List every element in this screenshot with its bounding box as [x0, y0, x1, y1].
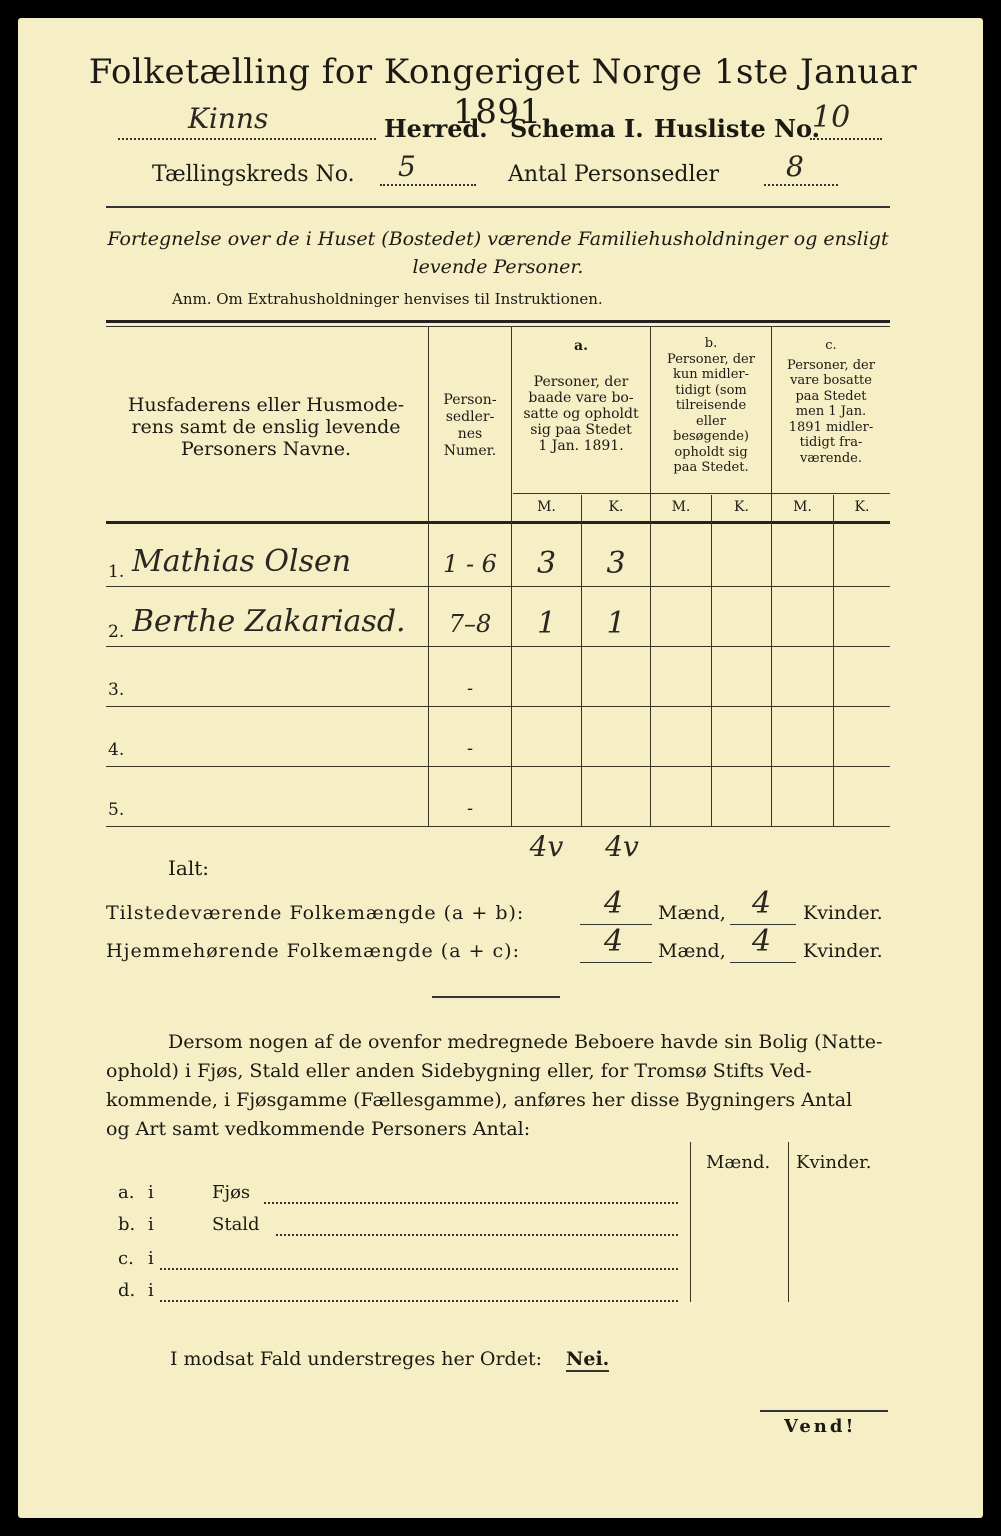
col-c-line6: tidigt fra-: [799, 435, 863, 450]
buildings-paragraph: [106, 1028, 896, 1144]
bld-item-b-letter: b.: [118, 1214, 136, 1235]
col-b-line4: tilreisende: [675, 398, 747, 413]
bld-col-divider-2: [788, 1142, 789, 1302]
hjemme-m-field[interactable]: [580, 924, 652, 963]
para-line2: ophold) i Fjøs, Stald eller anden Sidebygning eller, for Tromsø Stifts Ved-: [106, 1060, 812, 1082]
col-num-line1: Person-: [443, 392, 497, 408]
bld-item-a-letter: a.: [118, 1182, 135, 1203]
para-line1: Dersom nogen af de ovenfor medregnede Beboere havde sin Bolig (Natte-: [168, 1031, 883, 1053]
col-num-line4: Numer.: [443, 443, 497, 459]
c-k-header: K.: [854, 499, 870, 515]
col-num-line2: sedler-: [445, 409, 495, 425]
tilstede-k-field[interactable]: [730, 886, 796, 925]
col-b-header: [651, 336, 771, 476]
col-c-header: [772, 338, 890, 466]
row1-no: 1.: [108, 562, 125, 582]
vend-text: Vend!: [784, 1416, 857, 1437]
row1-num[interactable]: 1 - 6: [443, 550, 497, 578]
kreds-label: Tællingskreds No.: [152, 162, 355, 187]
row4-num[interactable]: -: [466, 738, 474, 759]
antal-value: 8: [786, 150, 804, 183]
bld-item-d-letter: d.: [118, 1280, 136, 1301]
bld-item-c-letter: c.: [118, 1248, 134, 1269]
bld-item-a-label: Fjøs: [212, 1182, 251, 1203]
col-a-header: [512, 338, 650, 454]
col-c-line5: 1891 midler-: [788, 419, 874, 435]
bld-item-b-prep: i: [148, 1214, 154, 1235]
col-a-letter: a.: [574, 338, 588, 354]
ialt-label: Ialt:: [168, 856, 209, 880]
ialt-k[interactable]: 4v: [605, 830, 639, 863]
census-form: [18, 18, 983, 1518]
hjemme-kvinder-label: Kvinder.: [803, 940, 883, 962]
kreds-field[interactable]: [380, 150, 476, 186]
row2-a-k[interactable]: 1: [606, 606, 626, 641]
bld-item-d[interactable]: [118, 1280, 678, 1308]
herred-value: Kinns: [188, 102, 269, 135]
bld-maend-header: Mænd.: [706, 1152, 771, 1173]
bld-item-c-prep: i: [148, 1248, 154, 1269]
section-divider: [432, 996, 560, 998]
herred-field[interactable]: [118, 102, 376, 140]
para-line3: kommende, i Fjøsgamme (Fællesgamme), anføres her disse Bygningers Antal: [106, 1089, 853, 1111]
col-a-line1: Personer, der: [533, 374, 629, 390]
row3-num[interactable]: -: [466, 678, 474, 699]
col-name-line2: rens samt de enslig levende: [131, 416, 401, 438]
col-c-line4: men 1 Jan.: [795, 404, 867, 419]
anm-note: Anm. Om Extrahusholdninger henvises til Instruktionen.: [172, 290, 603, 308]
row-rule-3: [106, 706, 890, 707]
bld-item-d-prep: i: [148, 1280, 154, 1301]
col-a-line2: baade vare bo-: [528, 390, 634, 406]
row-rule-4: [106, 766, 890, 767]
col-num-header: [429, 392, 511, 460]
subheader-rule: [513, 493, 890, 494]
ialt-m[interactable]: 4v: [529, 830, 564, 863]
row5-num[interactable]: -: [466, 798, 474, 819]
col-b-line7: opholdt sig: [674, 444, 748, 460]
tilstede-m-field[interactable]: [580, 886, 652, 925]
col-b-line3: tidigt (som: [675, 382, 747, 398]
col-a-line4: sig paa Stedet: [530, 422, 632, 438]
col-a-line5: 1 Jan. 1891.: [538, 438, 624, 454]
nei-word[interactable]: Nei.: [566, 1348, 610, 1370]
row5-no: 5.: [108, 800, 125, 820]
b-m-header: M.: [671, 499, 691, 515]
hjemme-k-value: 4: [752, 924, 772, 959]
intro-line1: Fortegnelse over de i Huset (Bostedet) værende Familiehusholdninger og ensligt: [107, 228, 889, 250]
kreds-value: 5: [398, 150, 416, 183]
b-k-header: K.: [734, 499, 749, 515]
col-b-line5: eller: [696, 413, 726, 429]
bld-item-b-dots: [276, 1224, 678, 1236]
bld-item-a-dots: [264, 1192, 678, 1204]
col-b-line2: kun midler-: [672, 367, 750, 382]
row3-no: 3.: [108, 680, 125, 700]
bld-item-a[interactable]: [118, 1182, 678, 1210]
c-m-header: M.: [793, 499, 812, 515]
col-c-line1: Personer, der: [787, 357, 875, 373]
row2-a-m[interactable]: 1: [536, 606, 557, 641]
col-name-line1: Husfaderens eller Husmode-: [127, 394, 405, 416]
col-c-letter: c.: [825, 338, 837, 353]
col-a-line3: satte og opholdt: [523, 406, 639, 422]
antal-field[interactable]: [764, 150, 838, 186]
row2-num[interactable]: 7–8: [448, 610, 492, 638]
row-rule-1: [106, 586, 890, 587]
hjemme-label: Hjemmehørende Folkemængde (a + c):: [106, 940, 520, 962]
col-divider-cm: [833, 495, 834, 826]
table-top-rule: [106, 320, 890, 323]
bld-item-b[interactable]: [118, 1214, 678, 1242]
husliste-label: Husliste No.: [654, 114, 820, 143]
header-divider: [106, 206, 890, 208]
bld-item-c[interactable]: [118, 1248, 678, 1276]
col-c-line2: vare bosatte: [790, 373, 872, 388]
row4-no: 4.: [108, 740, 125, 760]
row-rule-5: [106, 826, 890, 827]
bld-item-b-label: Stald: [212, 1214, 260, 1235]
col-b-line1: Personer, der: [667, 351, 755, 367]
col-b-letter: b.: [704, 336, 718, 351]
form-title: Folketælling for Kongeriget Norge 1ste Januar 1891.: [88, 52, 918, 132]
row2-name[interactable]: Berthe Zakariasd.: [132, 604, 406, 639]
bld-col-divider-1: [690, 1142, 691, 1302]
col-divider-am: [581, 495, 582, 826]
col-num-line3: nes: [457, 426, 483, 442]
husliste-field[interactable]: [810, 100, 882, 140]
bld-item-c-dots: [160, 1258, 678, 1270]
para-line4: og Art samt vedkommende Personers Antal:: [106, 1118, 531, 1140]
col-c-line3: paa Stedet: [795, 388, 867, 404]
row1-a-m[interactable]: 3: [536, 546, 557, 581]
bld-kvinder-header: Kvinder.: [796, 1152, 872, 1173]
vend-rule: [760, 1410, 888, 1412]
table-top-rule-thin: [106, 326, 890, 327]
schema-label: Schema I.: [510, 114, 644, 143]
header-bottom-rule: [106, 521, 890, 524]
footer-text: I modsat Fald understreges her Ordet:: [170, 1348, 542, 1370]
col-c-line7: værende.: [800, 450, 862, 466]
husliste-value: 10: [812, 100, 851, 135]
col-name-header: [106, 394, 426, 460]
a-m-header: M.: [537, 499, 556, 515]
a-k-header: K.: [608, 499, 624, 515]
tilstede-kvinder-label: Kvinder.: [803, 902, 883, 924]
col-name-line3: Personers Navne.: [180, 438, 351, 460]
hjemme-maend-label: Mænd,: [658, 940, 726, 962]
row1-a-k[interactable]: 3: [606, 546, 626, 581]
col-b-line6: besøgende): [673, 429, 749, 444]
row2-no: 2.: [108, 622, 125, 642]
intro-line2: levende Personer.: [412, 256, 584, 278]
row-rule-2: [106, 646, 890, 647]
bld-item-a-prep: i: [148, 1182, 154, 1203]
herred-label: Herred.: [384, 114, 488, 143]
tilstede-m-value: 4: [604, 886, 624, 921]
bld-item-d-dots: [160, 1290, 678, 1302]
tilstede-maend-label: Mænd,: [658, 902, 726, 924]
hjemme-k-field[interactable]: [730, 924, 796, 963]
tilstede-label: Tilstedeværende Folkemængde (a + b):: [106, 902, 525, 924]
col-divider-bm: [711, 495, 712, 826]
col-b-line8: paa Stedet.: [673, 460, 749, 475]
antal-label: Antal Personsedler: [508, 162, 720, 187]
hjemme-m-value: 4: [604, 924, 624, 959]
row1-name[interactable]: Mathias Olsen: [132, 544, 352, 579]
tilstede-k-value: 4: [752, 886, 772, 921]
